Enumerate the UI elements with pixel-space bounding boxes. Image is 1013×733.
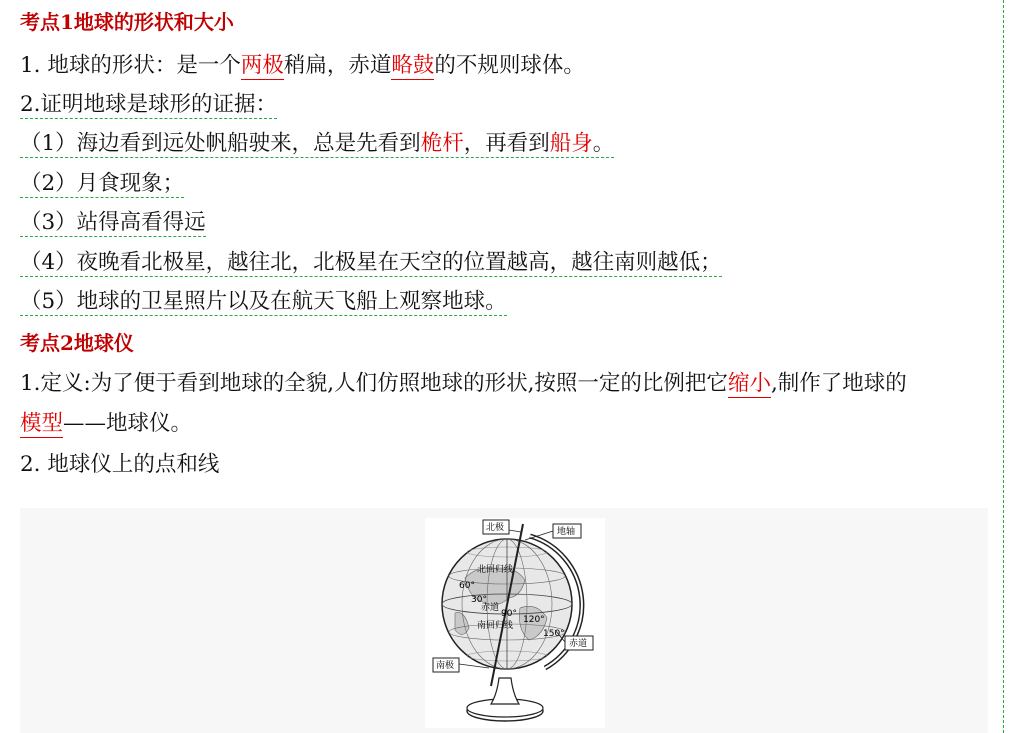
inner-label-120: 120° xyxy=(523,615,545,625)
keyword-poles: 两极 xyxy=(240,53,284,78)
globe-figure-panel xyxy=(20,508,988,733)
keyword-mast: 桅杆 xyxy=(420,131,464,156)
points-lines-heading: 2. 地球仪上的点和线 xyxy=(20,452,220,477)
keyword-model: 模型 xyxy=(20,411,64,436)
globe-definition-line2: 模型——地球仪。 xyxy=(20,411,193,436)
inner-label-150: 150° xyxy=(543,629,565,639)
evidence-item-1: （1）海边看到远处帆船驶来，总是先看到桅杆，再看到船身。 xyxy=(20,131,615,156)
section1-title: 考点1地球的形状和大小 xyxy=(20,10,234,34)
evidence-item-5: （5）地球的卫星照片以及在航天飞船上观察地球。 xyxy=(20,289,507,314)
inner-label-arctic: 北回归线 xyxy=(477,565,514,575)
keyword-hull: 船身 xyxy=(549,131,593,156)
keyword-bulge: 略鼓 xyxy=(391,53,435,78)
globe-figure xyxy=(425,518,605,728)
label-equator: 赤道 xyxy=(569,639,588,649)
inner-label-30: 30° xyxy=(471,595,487,605)
inner-label-tropic-s: 南回归线 xyxy=(477,621,514,631)
inner-label-60: 60° xyxy=(459,581,475,591)
page-right-border xyxy=(1003,0,1004,733)
globe-definition-line1: 1.定义:为了便于看到地球的全貌,人们仿照地球的形状,按照一定的比例把它缩小,制作了地球的 xyxy=(20,371,907,396)
keyword-shrink: 缩小 xyxy=(727,371,771,396)
evidence-item-4: （4）夜晚看北极星，越往北，北极星在天空的位置越高，越往南则越低； xyxy=(20,250,722,275)
inner-label-90: 90° xyxy=(501,609,517,619)
label-south-pole: 南极 xyxy=(436,661,455,671)
evidence-heading: 2.证明地球是球形的证据： xyxy=(20,92,278,117)
globe-illustration xyxy=(425,518,605,728)
label-axis: 地轴 xyxy=(557,527,576,537)
label-north-pole: 北极 xyxy=(486,523,505,533)
evidence-item-2: （2）月食现象； xyxy=(20,171,185,196)
shape-statement: 1. 地球的形状：是一个两极稍扁，赤道略鼓的不规则球体。 xyxy=(20,53,585,78)
section2-title: 考点2地球仪 xyxy=(20,331,134,355)
evidence-item-3: （3）站得高看得远 xyxy=(20,210,206,235)
inner-label-equator: 赤道 xyxy=(481,603,500,613)
